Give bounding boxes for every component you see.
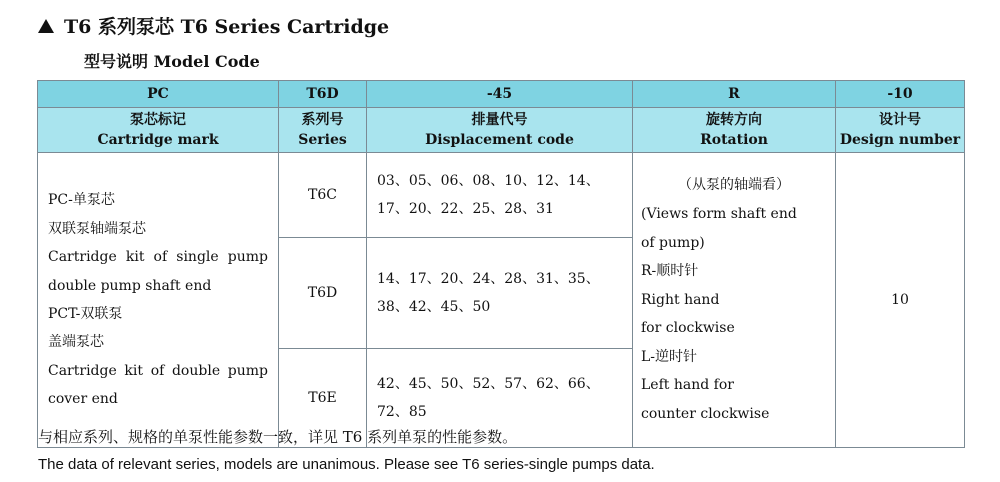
section-heading-text: T6 系列泵芯 T6 Series Cartridge <box>64 16 390 38</box>
label-series-cn: 系列号 <box>301 112 344 128</box>
label-rotation-cn: 旋转方向 <box>706 112 762 128</box>
displacement-cell-t6e: 42、45、50、52、57、62、66、72、85 <box>367 349 633 448</box>
rotation-line: (Views form shaft end <box>641 205 797 222</box>
note-chinese: 与相应系列、规格的单泵性能参数一致，详见 T6 系列单泵的性能参数。 <box>38 428 518 446</box>
triangle-bullet-icon <box>38 19 54 33</box>
cartridge-mark-line: double pump shaft end <box>48 277 212 294</box>
table-row <box>38 153 965 238</box>
code-row <box>38 81 965 108</box>
cartridge-mark-line: cover end <box>48 391 118 408</box>
displacement-cell-t6c: 03、05、06、08、10、12、14、17、20、22、25、28、31 <box>367 153 633 238</box>
section-heading <box>38 12 389 42</box>
label-design-number-en: Design number <box>839 132 961 148</box>
series-cell-t6e: T6E <box>279 349 367 448</box>
displacement-cell-t6d: 14、17、20、24、28、31、35、38、42、45、50 <box>367 238 633 349</box>
rotation-line: Right hand <box>641 291 720 308</box>
label-series <box>279 108 367 153</box>
label-cartridge-mark <box>38 108 279 153</box>
rotation-line: L-逆时针 <box>641 348 698 365</box>
series-cell-t6d: T6D <box>279 238 367 349</box>
label-series-en: Series <box>298 132 347 148</box>
cartridge-mark-line: Cartridge kit of single pump <box>48 249 268 266</box>
rotation-cell <box>633 153 836 448</box>
cartridge-mark-line: PC-单泵芯 <box>48 192 115 209</box>
label-rotation-en: Rotation <box>700 132 768 148</box>
label-displacement-en: Displacement code <box>425 132 574 148</box>
label-design-number-cn: 设计号 <box>879 112 921 128</box>
code-rotation: R <box>633 81 836 108</box>
cartridge-mark-line: Cartridge kit of double pump <box>48 362 268 379</box>
code-series: T6D <box>279 81 367 108</box>
model-code-subheading: 型号说明 Model Code <box>84 52 260 71</box>
rotation-line: counter clockwise <box>641 406 770 423</box>
label-row <box>38 108 965 153</box>
rotation-line: R-顺时针 <box>641 263 699 280</box>
model-code-table <box>37 80 965 448</box>
note-english: The data of relevant series, models are unanimous. Please see T6 series-single pumps data. <box>38 456 655 473</box>
cartridge-mark-line: 双联泵轴端泵芯 <box>48 220 146 237</box>
design-number-cell: 10 <box>836 153 965 448</box>
code-pc: PC <box>38 81 279 108</box>
rotation-line: （从泵的轴端看） <box>678 177 790 194</box>
rotation-line: for clockwise <box>641 320 735 337</box>
code-design: -10 <box>836 81 965 108</box>
rotation-line: Left hand for <box>641 377 734 394</box>
label-cartridge-mark-cn: 泵芯标记 <box>130 112 186 128</box>
label-displacement-cn: 排量代号 <box>471 112 528 128</box>
label-design-number <box>836 108 965 153</box>
cartridge-mark-cell <box>38 153 279 448</box>
cartridge-mark-line: PCT-双联泵 <box>48 306 123 322</box>
cartridge-mark-line: 盖端泵芯 <box>48 334 104 351</box>
code-displacement: -45 <box>367 81 633 108</box>
series-cell-t6c: T6C <box>279 153 367 238</box>
rotation-line: of pump) <box>641 234 705 251</box>
label-displacement <box>367 108 633 153</box>
label-rotation <box>633 108 836 153</box>
label-cartridge-mark-en: Cartridge mark <box>97 132 219 148</box>
